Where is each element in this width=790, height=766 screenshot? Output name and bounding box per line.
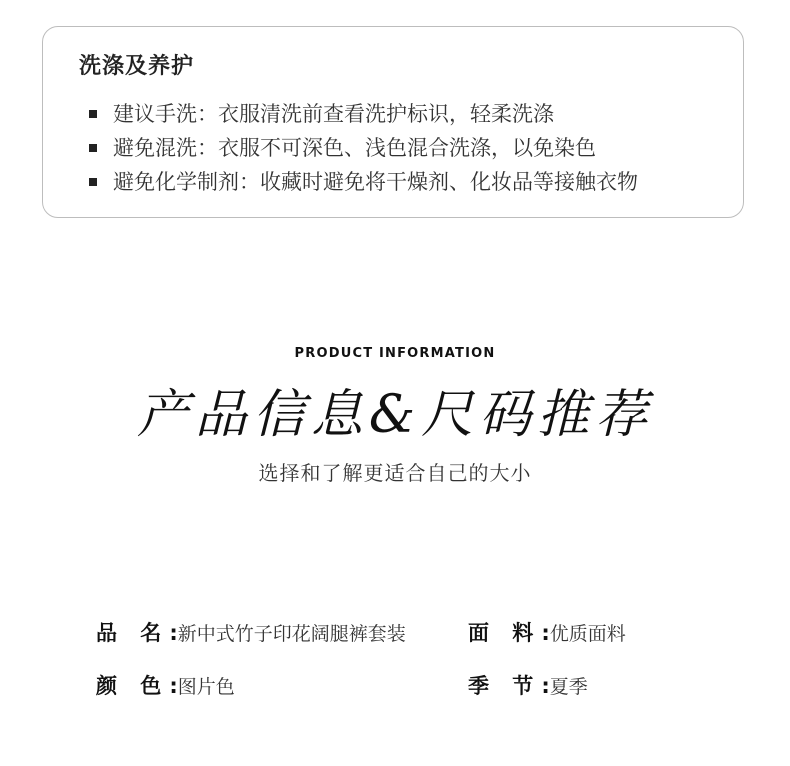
color-colon: : [169, 674, 178, 698]
fabric-label: 面 料 [468, 621, 542, 645]
fabric-row [468, 618, 626, 648]
product-name-value: 新中式竹子印花阔腿裤套装 [177, 623, 406, 645]
care-list [89, 99, 638, 201]
bullet-square-icon [89, 178, 97, 186]
color-row [96, 671, 235, 701]
product-name-row [96, 618, 406, 648]
season-value: 夏季 [549, 676, 588, 698]
bullet-square-icon [89, 144, 97, 152]
care-item [89, 99, 638, 133]
product-name-colon: : [169, 621, 178, 645]
season-row [468, 671, 588, 701]
care-item-text: 建议手洗：衣服清洗前查看洗护标识，轻柔洗涤 [113, 102, 554, 126]
fabric-colon: : [541, 621, 550, 645]
care-item [89, 167, 638, 201]
section-english-title: PRODUCT INFORMATION [294, 346, 496, 361]
season-label: 季 节 [468, 674, 542, 698]
care-title: 洗涤及养护 [79, 54, 195, 79]
bullet-square-icon [89, 110, 97, 118]
section-title: 产品信息&尺码推荐 [136, 385, 654, 445]
color-label: 颜 色 [96, 674, 170, 698]
season-colon: : [541, 674, 550, 698]
fabric-value: 优质面料 [549, 623, 626, 645]
product-name-label: 品 名 [96, 621, 170, 645]
section-subtitle: 选择和了解更适合自己的大小 [258, 461, 532, 485]
color-value: 图片色 [177, 676, 235, 698]
care-item-text: 避免混洗：衣服不可深色、浅色混合洗涤，以免染色 [113, 136, 596, 160]
care-card [42, 26, 744, 218]
care-item [89, 133, 638, 167]
care-item-text: 避免化学制剂：收藏时避免将干燥剂、化妆品等接触衣物 [113, 170, 638, 194]
